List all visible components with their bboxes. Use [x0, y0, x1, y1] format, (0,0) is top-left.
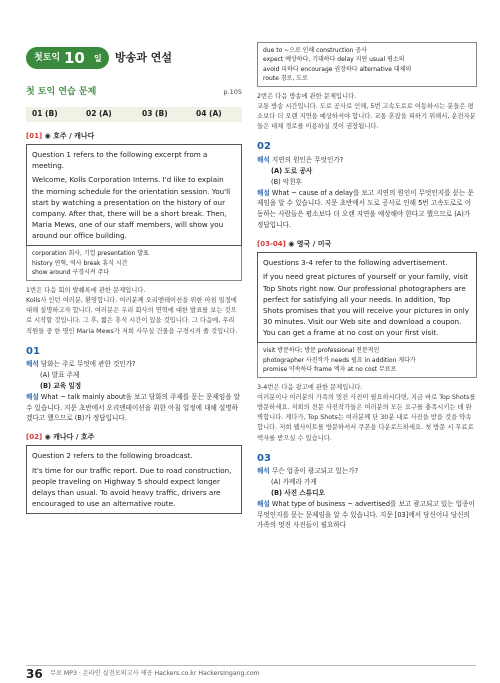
q2-accent: 캐나다 / 호주: [53, 433, 95, 442]
q3-number: 03: [257, 452, 271, 464]
q1-intro: Question 1 refers to the following excerpt from a meeting.: [32, 150, 208, 171]
q2-vocab-line: expect 예상하다, 기대하다 delay 지연 usual 평소의: [263, 56, 405, 64]
left-column: [26, 131, 242, 514]
q2-number: 02: [257, 141, 271, 153]
badge-prefix: 첫토익: [34, 53, 61, 63]
question-label: 해석: [26, 360, 39, 369]
explanation-label: 해설: [257, 188, 270, 197]
answer-key: [26, 107, 242, 122]
q1-translation-head: 1번은 다음 회의 발췌록에 관한 문제입니다.: [26, 287, 146, 295]
q34-header: [257, 239, 477, 249]
q2-option-a: (A) 도로 공사: [271, 166, 313, 175]
q1-tag: [01]: [26, 132, 43, 140]
explanation-label: 해설: [26, 392, 39, 401]
q3-question: [257, 466, 477, 477]
q34-vocab-line: promise 약속하다 frame 액자 at no cost 무료로: [263, 365, 397, 373]
q34-tag: [03-04]: [257, 240, 286, 249]
q2-vocab-line: route 경로, 도로: [263, 74, 308, 82]
q2-script: It's time for our traffic report. Due to road construction, people traveling on Highway 5 should expect longer delays than usual. To avoid heavy traffic, drivers are encouraged to use an alternative route.: [32, 465, 232, 509]
q2-question-text: 지연의 원인은 무엇인가?: [271, 155, 344, 164]
page-footer: [26, 665, 476, 679]
q34-translation-head: 3-4번은 다음 광고에 관한 문제입니다.: [257, 384, 363, 392]
chapter-header: [26, 45, 242, 71]
q2-vocab-line: due to ~으로 인해 construction 공사: [263, 47, 367, 54]
q1-vocab: [26, 246, 242, 281]
answer-04: 04 (A): [196, 109, 222, 118]
q2-option-b: (B) 악천후: [271, 177, 302, 186]
q2-question: [257, 155, 477, 166]
q3-question-text: 무슨 업종이 광고되고 있는가?: [271, 467, 359, 476]
q3-option-a: (A) 카메라 가게: [271, 477, 317, 486]
q1-explanation-text: What ~ talk mainly about을 보고 담화의 주제를 묻는 문제임을 알 수 있습니다. 지문 초반에서 오리엔테이션을 위한 아침 일정에 대해 설명하겠다고 했으므로 (B)가 정답입니다.: [26, 392, 241, 423]
q34-script: If you need great pictures of yourself or your family, visit Top Shots right now. Our professional photographers are perfect for satisfying all your needs. In addition, Top Shots promises that you will receive your pictures in only 30 minutes. Visit our Web site and download a coupon. You can get a frame at no cost on your first visit.: [263, 272, 470, 338]
page-number: 36: [26, 667, 43, 681]
answer-01: 01 (B): [32, 109, 58, 118]
footer-text: 무료 MP3 · 온라인 실전모의고사 제공 Hackers.co.kr HackersIngang.com: [50, 670, 260, 677]
q2-tag: [02]: [26, 433, 43, 442]
q1-vocab-line: corporation 회사, 기업 presentation 발표: [32, 250, 149, 258]
q1-vocab-line: show around 구경시켜 주다: [32, 268, 110, 276]
q3-option-b: (B) 사진 스튜디오: [271, 488, 325, 497]
q2-script-box: [26, 445, 242, 514]
q2-header: [26, 432, 242, 442]
q1-vocab-line: history 연혁, 역사 break 휴식 시간: [32, 259, 128, 267]
q1-accent: 호주 / 캐나다: [53, 132, 95, 140]
q1-number: 01: [26, 345, 40, 357]
q3-explanation-text: What type of business ~ advertised를 보고 광고되고 있는 업종이 무엇인지를 묻는 문제임을 알 수 있습니다. 지문 [03]에서 당신이나 당신의 가족의 멋진 사진들이 필요하다: [257, 499, 475, 530]
q2-translation-head: 2번은 다음 방송에 관한 문제입니다.: [257, 93, 357, 101]
q1-option-b: (B) 교육 일정: [40, 381, 82, 390]
answer-03: 03 (B): [142, 109, 168, 118]
right-column: [257, 42, 477, 531]
q34-intro: Questions 3-4 refer to the following advertisement.: [263, 258, 448, 268]
accent-icon: ◉: [44, 132, 54, 140]
q34-script-box: [257, 252, 477, 343]
q2-translation: 교통 방송 시간입니다. 도로 공사로 인해, 5번 고속도로로 이동하시는 분들은 평소보다 더 오랜 지연을 예상하셔야 합니다. 교통 혼잡을 피하기 위해서, 운전자분들은 대체 경로를 이용하실 것이 권장됩니다.: [257, 103, 476, 131]
q1-script: Welcome, Kolls Corporation Interns. I'd like to explain the morning schedule for the orientation session. You'll start by watching a presentation on the history of our company. After that, there will be a short break. Then, Maria Mews, one of our staff members, will show you around our office building.: [32, 175, 231, 241]
accent-icon: ◉: [288, 240, 297, 249]
explanation-label: 해설: [257, 499, 270, 508]
section-header: [26, 86, 242, 100]
q1-question: [26, 359, 242, 370]
q2-explanation: [257, 188, 477, 232]
badge-number: 10: [64, 49, 85, 67]
q34-vocab-line: photographer 사진작가 needs 필요 in addition 게다가: [263, 356, 416, 364]
q1-option-a: (A) 발표 주제: [40, 370, 80, 379]
q34-accent: 영국 / 미국: [296, 240, 332, 249]
q1-question-text: 담화는 주로 무엇에 관한 것인가?: [40, 360, 136, 369]
q3-explanation: [257, 499, 477, 532]
question-label: 해석: [257, 155, 270, 164]
q2-explanation-text: What ~ cause of a delay를 보고 지연의 원인이 무엇인지를 묻는 문제임을 알 수 있습니다. 지문 초반에서 도로 공사로 인해 5번 고속도로로 이동하는 사람들은 평소보다 더 오랜 지연을 예상해야 한다고 했으므로 (A)가 정답입니다.: [257, 188, 474, 230]
q1-translation: Kolls사 인턴 여러분, 환영합니다. 여러분께 오리엔테이션을 위한 아침 일정에 대해 설명하고자 합니다. 여러분은 우리 회사의 연혁에 대한 발표를 보는 것으로 시작할 것입니다. 그 후, 짧은 휴식 시간이 있을 것입니다. 그 다음에, 우리 직원들 중 한 명인 Maria Mews가 저희 사무실 건물을 구경시켜 줄 것입니다.: [26, 297, 238, 335]
chapter-title: 방송과 연설: [115, 51, 172, 64]
page-ref: p.105: [223, 88, 242, 96]
section-title: 첫 토익 연습 문제: [26, 87, 97, 97]
q34-translation: 여러분이나 여러분의 가족의 멋진 사진이 필요하시다면, 지금 바로 Top Shots를 방문하세요. 저희의 전문 사진작가들은 여러분의 모든 요구를 충족시키는 데 완벽합니다. 게다가, Top Shots는 여러분께 단 30분 내로 사진을 받을 것을 약속합니다. 저희 웹사이트를 방문하셔서 쿠폰을 다운로드하세요. 첫 방문 시 무료로 액자를 받으실 수 있습니다.: [257, 394, 476, 442]
answer-02: 02 (A): [86, 109, 112, 118]
q1-script-box: [26, 144, 242, 246]
badge-suffix: 일: [94, 54, 102, 63]
q2-vocab-line: avoid 피하다 encourage 권장하다 alternative 대체의: [263, 65, 412, 73]
q2-intro: Question 2 refers to the following broadcast.: [32, 451, 193, 461]
question-label: 해석: [257, 467, 270, 476]
q1-explanation: [26, 392, 242, 425]
accent-icon: ◉: [44, 433, 54, 442]
q2-vocab: [257, 42, 477, 87]
q34-vocab: [257, 343, 477, 378]
q1-header: [26, 131, 242, 141]
chapter-badge: [26, 47, 109, 69]
q34-vocab-line: visit 방문하다; 방문 professional 전문적인: [263, 347, 380, 355]
